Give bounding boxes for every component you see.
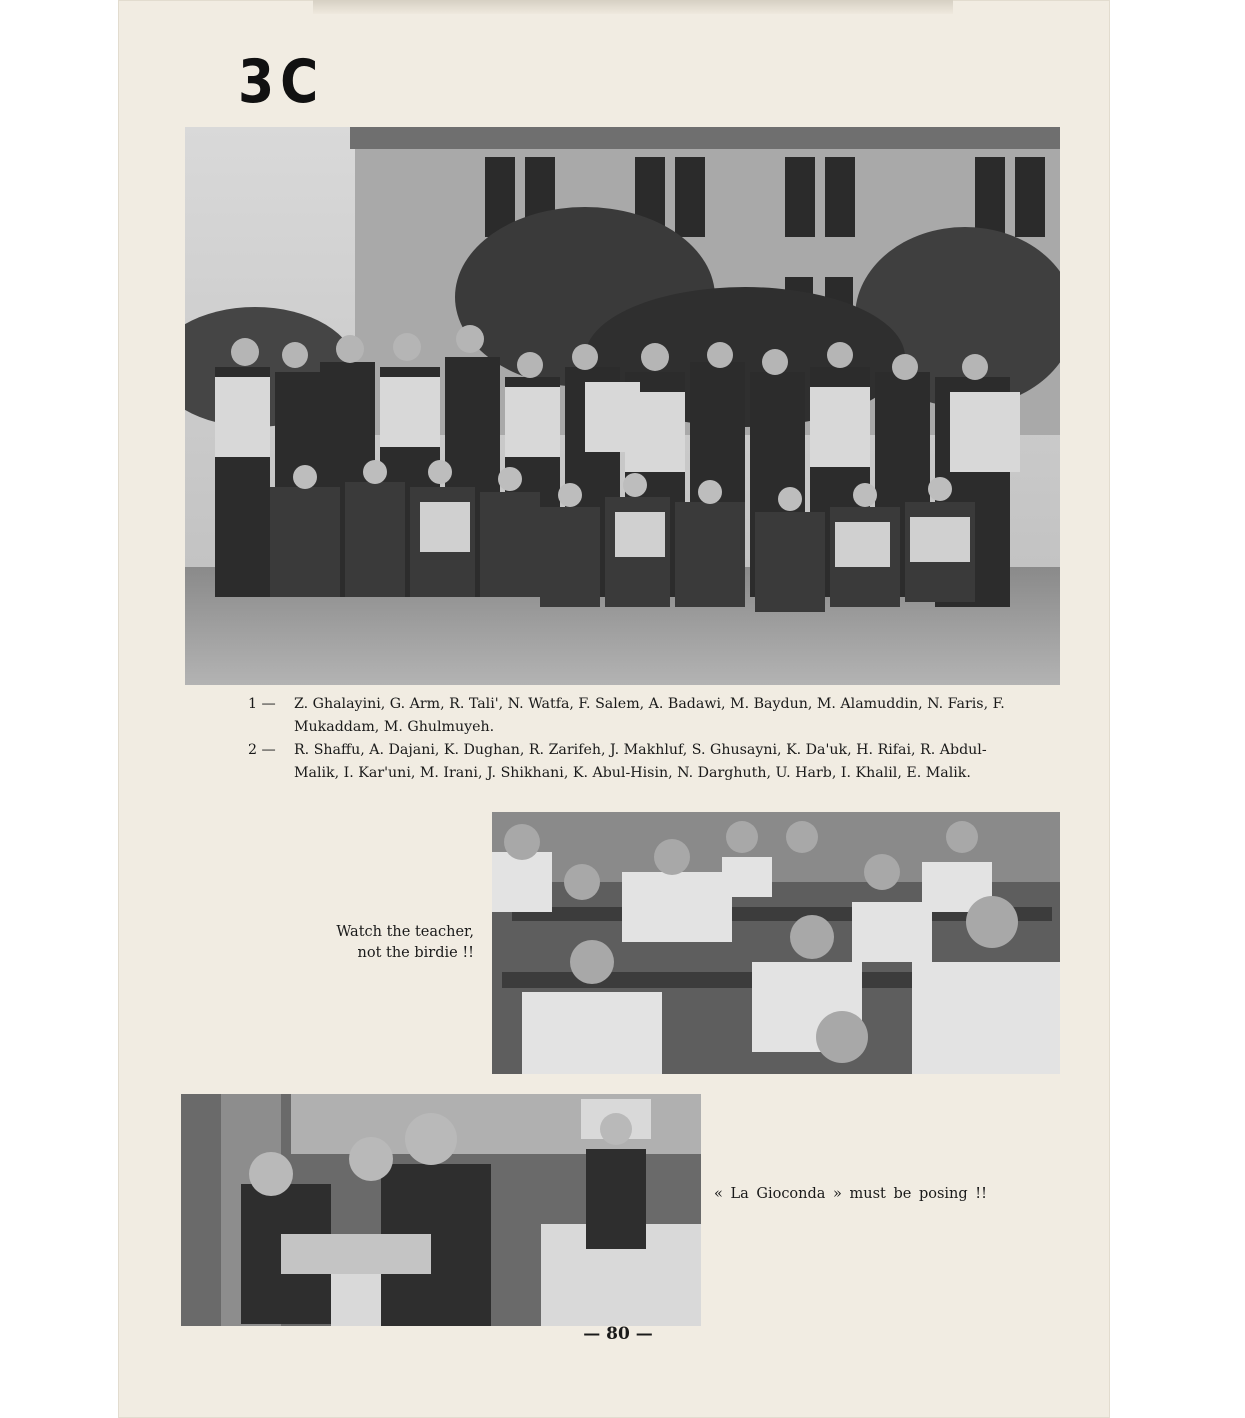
caption-row-2 bbox=[248, 739, 1008, 785]
caption-row-names: R. Shaffu, A. Dajani, K. Dughan, R. Zarifeh, J. Makhluf, S. Ghusayni, K. Da'uk, H. Rifai, R. Abdul-Malik, I. Kar'uni, M. Irani, J. Shikhani, K. Abul-Hisin, N. Darghuth, U. Harb, I. Khalil, E. Malik. bbox=[294, 742, 987, 781]
caption-row-1 bbox=[248, 693, 1008, 739]
group-photo bbox=[185, 127, 1060, 685]
gioconda-caption: « La Gioconda » must be posing !! bbox=[714, 1186, 987, 1202]
classroom-photo bbox=[492, 812, 1060, 1074]
classroom-caption-line: not the birdie !! bbox=[357, 945, 474, 961]
classroom-caption-line: Watch the teacher, bbox=[336, 924, 474, 940]
caption-list bbox=[248, 693, 1008, 785]
class-title: 3C bbox=[238, 48, 325, 117]
caption-row-names: Z. Ghalayini, G. Arm, R. Tali', N. Watfa, F. Salem, A. Badawi, M. Baydun, M. Alamuddin, N. Faris, F. Mukaddam, M. Ghulmuyeh. bbox=[294, 696, 1005, 735]
page-number: — 80 — bbox=[583, 1324, 653, 1344]
yearbook-page bbox=[118, 0, 1110, 1418]
classroom-caption bbox=[296, 922, 474, 964]
caption-row-number: 1 — bbox=[248, 696, 276, 712]
caption-row-number: 2 — bbox=[248, 742, 276, 758]
studio-photo bbox=[181, 1094, 701, 1326]
